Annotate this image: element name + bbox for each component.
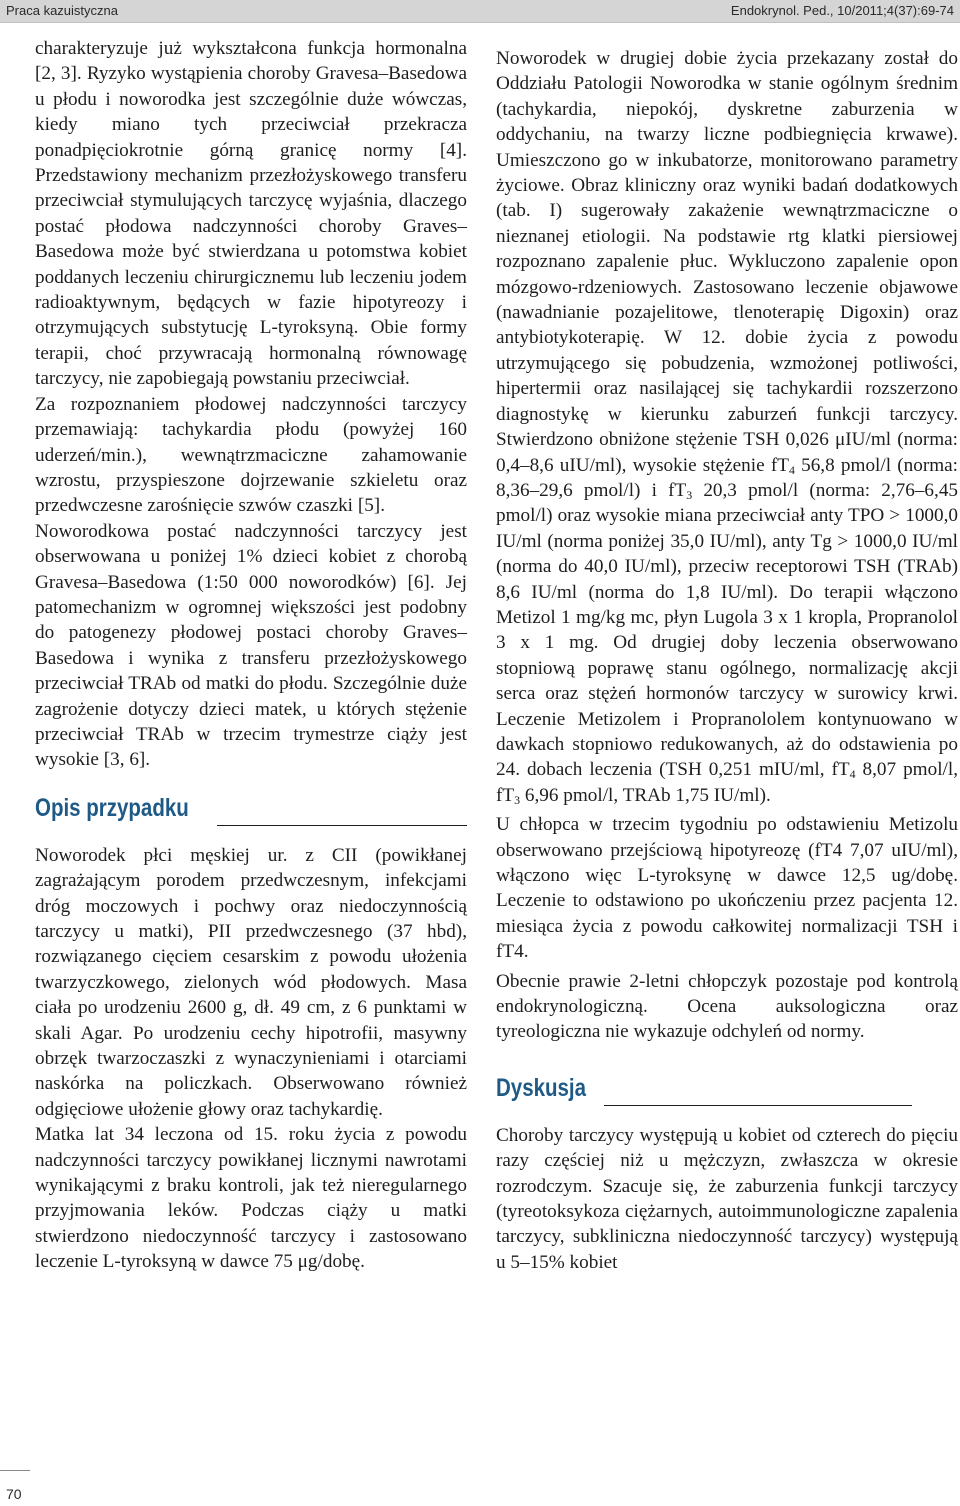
subscript: 4 — [849, 767, 856, 782]
section-title: Dyskusja — [496, 1073, 587, 1102]
paragraph: charakteryzuje już wykształcona funkcja hormonalna [2, 3]. Ryzyko wystąpienia choroby Gravesa–Basedowa u płodu i noworodka jest szczególnie duże wówczas, kiedy miano tych przeciwciał przekracza ponadpięciokrotnie górną granicę normy [4]. Przedstawiony mechanizm przezłożyskowego transferu przeciwciał stymulujących tarczycę wyjaśnia, dlaczego postać płodowa nadczynności choroby Graves–Basedowa może być stwierdzana u potomstwa kobiet poddanych leczeniu chirurgicznemu lub leczeniu jodem radioaktywnym, będących w fazie hipotyreozy i otrzymujących substytucję L-tyroksyną. Obie formy terapii, choć przywracają hormonalną równowagę tarczycy, nie zapobiegają powstaniu przeciwciał. — [35, 38, 467, 390]
subscript: 4 — [788, 462, 795, 477]
left-column — [35, 36, 467, 1275]
paragraph: U chłopca w trzecim tygodniu po odstawieniu Metizolu obserwowano przejściową hipotyreozę (fT4 7,07 uIU/ml), włączono więc L-tyroksynę w dawce 12,5 ug/dobę. Leczenie to odstawiono po ukończeniu przez pacjenta 12. miesiąca życia z powodu całkowitej normalizacji TSH i fT4. — [496, 814, 958, 963]
running-header — [0, 0, 960, 23]
text-run: 8,07 pmol/l, fT — [496, 759, 958, 806]
text-run: 56,8 pmol/l (norma: 8,36–29,6 pmol/l) i fT — [496, 454, 958, 501]
paragraph: Obecnie prawie 2-letni chłopczyk pozostaje pod kontrolą endokrynologiczną. Ocena auksologiczna oraz tyreologiczna nie wykazuje odchyleń od normy. — [496, 970, 958, 1043]
footer-rule — [0, 1470, 30, 1471]
paragraph: Noworodkowa postać nadczynności tarczycy jest obserwowana u poniżej 1% dzieci kobiet z chorobą Gravesa–Basedowa (1:50 000 noworodków) [6]. Jej patomechanizm w ogromnej większości jest podobny do patogenezy płodowej postaci choroby Graves–Basedowa i wynika z transferu przezłożyskowego przeciwciał TRAb od matki do płodu. Szczególnie duże zagrożenie dotyczy dzieci matek, u których stężenie przeciwciał TRAb w trzecim trymestrze ciąży jest wysokie [3, 6]. — [35, 520, 467, 771]
section-heading-discussion — [496, 1073, 958, 1109]
paragraph: Choroby tarczycy występują u kobiet od czterech do pięciu razy częściej niż u mężczyzn, zwłaszcza w okresie rozrodczym. Szacuje się, że zaburzenia funkcji tarczycy (tyreotoksykoza ciężarnych, autoimmunologiczne zapalenia tarczycy, subkliniczna niedoczynność tarczycy) występują u 5–15% kobiet — [496, 1124, 958, 1273]
text-run: 6,96 pmol/l, TRAb 1,75 IU/ml). — [520, 784, 771, 806]
paragraph: Matka lat 34 leczona od 15. roku życia z powodu nadczynności tarczycy powikłanej licznymi nawrotami wynikającymi z braku kontroli, jak też nieregularnego przyjmowania leków. Podczas ciąży u matki stwierdzono niedoczynność tarczycy i zastosowano leczenie L-tyroksyną w dawce 75 μg/dobę. — [35, 1124, 467, 1273]
header-article-type: Praca kazuistyczna — [6, 3, 118, 18]
text-run: 20,3 pmol/l (norma: 2,76–6,45 pmol/l) oraz wysokie miana przeciwciał anty TPO > 1000,0 IU/ml (norma poniżej 35,0 IU/ml), anty Tg > 1000,0 IU/ml (norma do 40,0 IU/ml), przeciw receptorowi TSH (TRAb) 8,6 IU/ml (norma do 1,8 IU/ml). Do terapii włączono Metizol 1 mg/kg mc, płyn Lugola 3 x 1 kropla, Propranolol 3 x 1 mg. Od drugiej doby leczenia obserwowano stopniową poprawę stanu ogólnego, normalizację akcji serca oraz stężeń hormonów tarczycy w surowicy krwi. Leczenie Metizolem i Propranololem kontynuowano w dawkach stopniowo redukowanych, aż do odstawienia po 24. dobach leczenia (TSH 0,251 mIU/ml, fT — [496, 479, 959, 781]
page-number: 70 — [6, 1486, 22, 1502]
section-rule — [217, 825, 467, 826]
section-rule — [604, 1105, 912, 1106]
paragraph: Za rozpoznaniem płodowej nadczynności tarczycy przemawiają: tachykardia płodu (powyżej 160 uderzeń/min.), wewnątrzmaciczne zahamowanie wzrostu, przyspieszone dojrzewanie szkieletu oraz przedwczesne zarośnięcie szwów czaszki [5]. — [35, 393, 467, 517]
paragraph — [496, 46, 958, 808]
subscript: 3 — [686, 487, 693, 502]
paragraph: Noworodek płci męskiej ur. z CII (powikłanej zagrażającym porodem przedwczesnym, infekcjami dróg moczowych i pochwy oraz niedoczynnością tarczycy u matki), PII przedwczesnego (37 hbd), rozwiązanego cięciem cesarskim z powodu ułożenia twarzyczkowego, zielonych wód płodowych. Masa ciała po urodzeniu 2600 g, dł. 49 cm, z 6 punktami w skali Agar. Po urodzeniu cechy hipotrofii, masywny obrzęk twarzoczaszki z wynaczynieniami i otarciami naskórka na policzkach. Obserwowano również odgięciowe ułożenie głowy oraz tachykardię. — [35, 844, 467, 1120]
section-title: Opis przypadku — [35, 793, 189, 822]
section-heading-case — [35, 793, 467, 829]
header-journal-citation: Endokrynol. Ped., 10/2011;4(37):69-74 — [730, 3, 954, 18]
right-column — [496, 46, 958, 1275]
text-run: Noworodek w drugiej dobie życia przekazany został do Oddziału Patologii Noworodka w stanie ogólnym średnim (tachykardia, niepokój, dyskretne zaburzenia w oddychaniu, na twarzy liczne podbiegnięcia krwawe). Umieszczono go w inkubatorze, monitorowano parametry życiowe. Obraz kliniczny oraz wyniki badań dodatkowych (tab. I) sugerowały zakażenie wewnątrzmaciczne o nieznanej etiologii. Na podstawie rtg klatki piersiowej rozpoznano zapalenie płuc. Wykluczono zapalenie opon mózgowo-rdzeniowych. Zastosowano leczenie objawowe (nawadnianie pozajelitowe, tlenoterapię Digoxin) oraz antybiotykoterapię. W 12. dobie życia z powodu utrzymującego się pobudzenia, wzmożonej potliwości, hipertermii oraz nasilającej się tachykardii rozszerzono diagnostykę w kierunku zaburzeń funkcji tarczycy. Stwierdzono obniżone stężenie TSH 0,026 μIU/ml (norma: 0,4–8,6 uIU/ml), wysokie stężenie fT — [496, 48, 958, 476]
subscript: 3 — [514, 792, 521, 807]
